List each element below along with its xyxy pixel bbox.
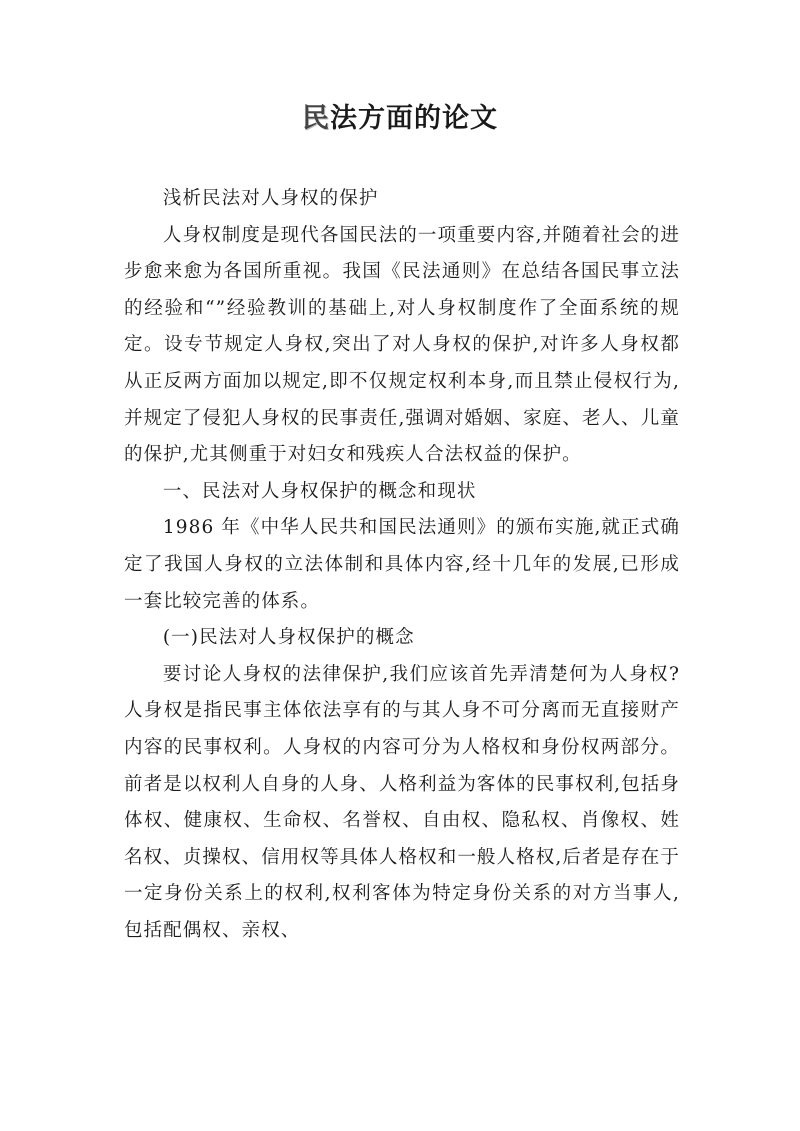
document-body — [124, 181, 680, 949]
title-rest: 法方面的论文 — [330, 103, 498, 134]
paragraph-intro: 人身权制度是现代各国民法的一项重要内容,并随着社会的进步愈来愈为各国所重视。我国《民法通则》在总结各国民事立法的经验和“”经验教训的基础上,对人身权制度作了全面系统的规定。设专节规定人身权,突出了对人身权的保护,对许多人身权都从正反两方面加以规定,即不仅规定权利本身,而且禁止侵权行为,并规定了侵犯人身权的民事责任,强调对婚姻、家庭、老人、儿童的保护,尤其侧重于对妇女和残疾人合法权益的保护。 — [124, 224, 680, 466]
section-heading-1: 一、民法对人身权保护的概念和现状 — [162, 480, 477, 502]
paragraph-history: 1986 年《中华人民共和国民法通则》的颁布实施,就正式确定了我国人身权的立法体制和具体内容,经十几年的发展,已形成一套比较完善的体系。 — [124, 517, 680, 612]
title-first-char: 民 — [302, 103, 330, 134]
paragraph-concept: 要讨论人身权的法律保护,我们应该首先弄清楚何为人身权?人身权是指民事主体依法享有的与其人身不可分离而无直接财产内容的民事权利。人身权的内容可分为人格权和身份权两部分。前者是以权利人自身的人身、人格利益为客体的民事权利,包括身体权、健康权、生命权、名誉权、自由权、隐私权、肖像权、姓名权、贞操权、信用权等具体人格权和一般人格权,后者是存在于一定身份关系上的权利,权利客体为特定身份关系的对方当事人,包括配偶权、亲权、 — [124, 663, 680, 941]
subsection-heading-1-1: (一)民法对人身权保护的概念 — [162, 627, 415, 649]
section-heading-intro: 浅析民法对人身权的保护 — [162, 188, 379, 209]
document-title — [0, 96, 800, 142]
